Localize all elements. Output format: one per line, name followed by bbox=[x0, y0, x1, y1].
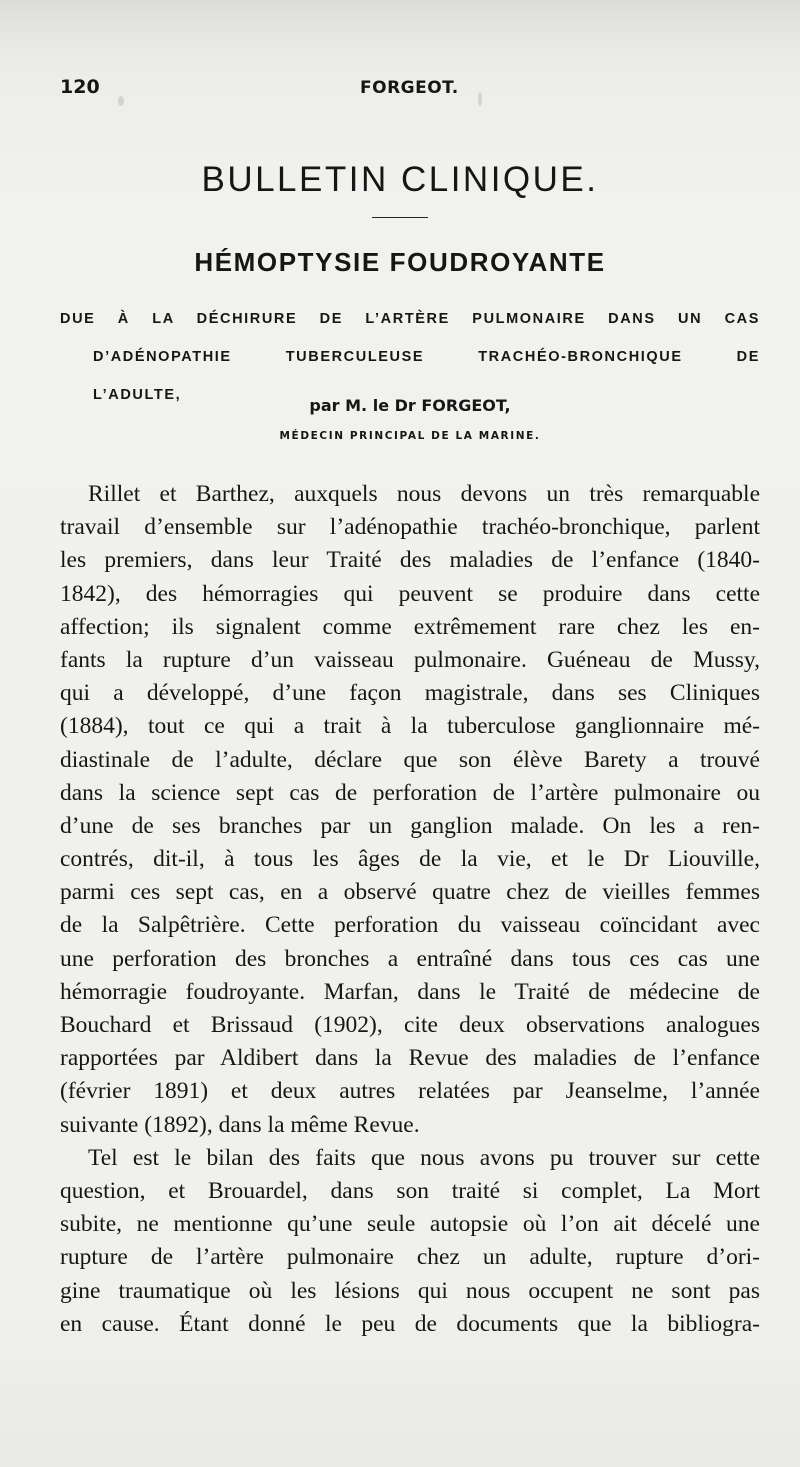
body-line: les premiers, dans leur Traité des maladies de l’enfance (1840- bbox=[60, 547, 760, 574]
article-title: HÉMOPTYSIE FOUDROYANTE bbox=[194, 247, 606, 277]
body-line: hémorragie foudroyante. Marfan, dans le Traité de médecine de bbox=[60, 978, 760, 1005]
author-line bbox=[0, 396, 800, 415]
body-line: en cause. Étant donné le peu de documents que la bibliogra- bbox=[60, 1310, 760, 1337]
body-line: dans la science sept cas de perforation de l’artère pulmonaire ou bbox=[60, 779, 760, 806]
body-line: rapportées par Aldibert dans la Revue des maladies de l’enfance bbox=[60, 1045, 760, 1072]
body-line: diastinale de l’adulte, déclare que son élève Barety a trouvé bbox=[60, 746, 760, 773]
body-line: Tel est le bilan des faits que nous avons pu trouver sur cette bbox=[88, 1144, 760, 1171]
author-role: MÉDECIN PRINCIPAL DE LA MARINE. bbox=[279, 430, 541, 442]
author-name: par M. le Dr FORGEOT, bbox=[309, 396, 511, 415]
body-line: (février 1891) et deux autres relatées par Jeanselme, l’année bbox=[60, 1078, 760, 1105]
body-line: de la Salpêtrière. Cette perforation du vaisseau coïncidant avec bbox=[60, 912, 760, 939]
body-line: 1842), des hémorragies qui peuvent se produire dans cette bbox=[60, 580, 760, 607]
body-line: d’une de ses branches par un ganglion malade. On les a ren- bbox=[60, 812, 760, 839]
body-line: travail d’ensemble sur l’adénopathie trachéo-bronchique, parlent bbox=[60, 514, 760, 541]
body-line: gine traumatique où les lésions qui nous occupent ne sont pas bbox=[60, 1277, 760, 1304]
body-line: (1884), tout ce qui a trait à la tuberculose ganglionnaire mé- bbox=[60, 713, 760, 740]
body-line: question, et Brouardel, dans son traité si complet, La Mort bbox=[60, 1177, 760, 1204]
body-line: une perforation des bronches a entraîné dans tous ces cas une bbox=[60, 945, 760, 972]
body-text bbox=[60, 478, 760, 1341]
running-title: FORGEOT. bbox=[360, 78, 459, 98]
body-line: affection; ils signalent comme extrêmement rare chez les en- bbox=[60, 613, 760, 640]
body-line: fants la rupture d’un vaisseau pulmonaire. Guéneau de Mussy, bbox=[60, 646, 760, 673]
section-title: BULLETIN CLINIQUE. bbox=[201, 160, 599, 199]
body-line: suivante (1892), dans la même Revue. bbox=[60, 1111, 420, 1138]
running-head bbox=[60, 76, 760, 106]
body-line: Rillet et Barthez, auxquels nous devons un très remarquable bbox=[88, 481, 760, 507]
subtitle-line: DUE À LA DÉCHIRURE DE L’ARTÈRE PULMONAIRE DANS UN CAS bbox=[60, 311, 760, 327]
body-line: parmi ces sept cas, en a observé quatre chez de vieilles femmes bbox=[60, 879, 760, 906]
body-line: contrés, dit-il, à tous les âges de la vie, et le Dr Liouville, bbox=[60, 846, 760, 873]
body-line: Bouchard et Brissaud (1902), cite deux observations analogues bbox=[60, 1012, 760, 1038]
subtitle-line: L’ADULTE, bbox=[93, 387, 182, 403]
title-divider bbox=[372, 217, 428, 218]
body-line: qui a développé, d’une façon magistrale, dans ses Cliniques bbox=[60, 680, 760, 707]
body-line: subite, ne mentionne qu’une seule autopsie où l’on ait décelé une bbox=[60, 1211, 760, 1238]
subtitle-line: D’ADÉNOPATHIE TUBERCULEUSE TRACHÉO-BRONCHIQUE DE bbox=[93, 349, 760, 365]
page-number: 120 bbox=[60, 76, 100, 98]
body-line: rupture de l’artère pulmonaire chez un adulte, rupture d’ori- bbox=[60, 1244, 760, 1271]
